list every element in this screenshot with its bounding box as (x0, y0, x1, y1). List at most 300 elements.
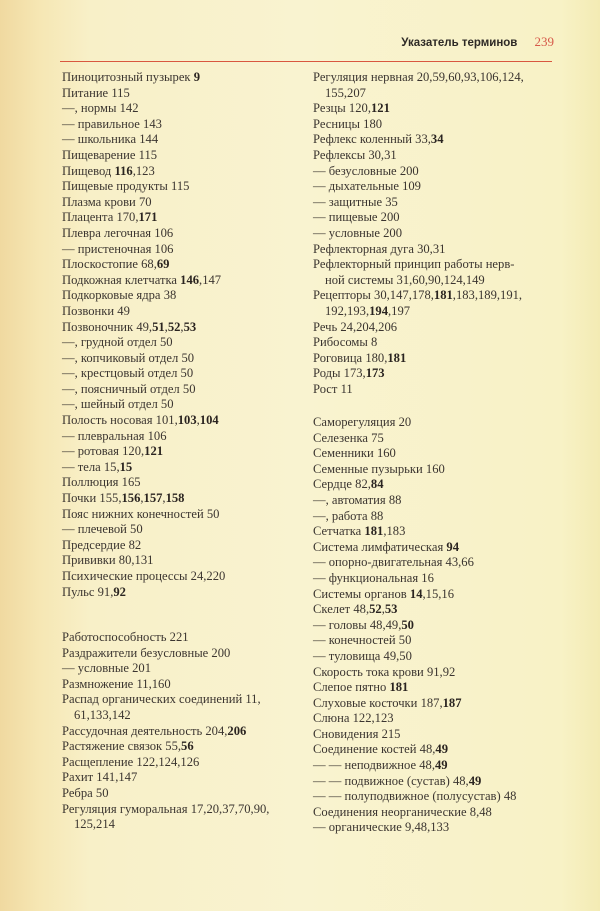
page-ref: 158 (165, 491, 185, 506)
index-entry: ной системы 31,60,90,124,149 (325, 272, 485, 287)
page-ref: 206 (227, 723, 247, 738)
page-ref: 34 (430, 132, 444, 147)
index-entry: Растяжение связок 55,56 (62, 739, 194, 754)
index-entry: Слюна 122,123 (313, 711, 394, 726)
entry-term: Семенники (313, 446, 374, 461)
page-ref: 142 (111, 707, 131, 722)
entry-term: — пищевые (313, 210, 378, 225)
index-entry: Речь 24,204,206 (313, 319, 398, 334)
page-ref: 124 (443, 272, 463, 287)
entry-term: —, нормы (62, 101, 117, 116)
entry-term: Пульс (62, 584, 95, 599)
entry-term: Рефлекторная дуга (313, 241, 414, 256)
entry-term: Скорость тока крови (313, 664, 424, 679)
index-entry (62, 304, 302, 320)
entry-term: Рефлекс коленный (313, 132, 413, 147)
page-ref: 106 (147, 428, 167, 443)
index-right-block-1 (313, 70, 553, 397)
page-ref: 147 (389, 288, 409, 303)
index-entry: — ротовая 120,121 (62, 444, 164, 459)
page-ref: 187 (420, 695, 440, 710)
page-ref: 181 (387, 350, 407, 365)
index-left-block-2 (62, 630, 302, 833)
entry-term: Плевра легочная (62, 225, 152, 240)
index-entry (313, 117, 553, 133)
index-entry: Психические процессы 24,220 (62, 569, 226, 583)
page-ref: 84 (370, 477, 384, 492)
index-entry: Скорость тока крови 91,92 (313, 664, 456, 679)
page-ref: 147 (118, 770, 138, 785)
page-ref: 48 (353, 602, 366, 617)
page-ref: 70 (237, 801, 251, 816)
page-ref: 35 (385, 194, 398, 209)
header-title: Указатель терминов (401, 37, 518, 49)
page-ref: 31 (384, 147, 397, 162)
page-ref: 80 (118, 553, 132, 568)
entry-term: Пояс нижних конечностей (62, 506, 204, 521)
entry-term: Система лимфатическая (313, 539, 444, 554)
page-ref: 171 (138, 210, 158, 225)
index-entry: Регуляция гуморальная 17,20,37,70,90, (62, 801, 270, 816)
index-entry: Соединения неорганические 8,48 (313, 804, 492, 819)
page-ref: 43 (445, 555, 459, 570)
page-ref: 49 (468, 773, 482, 788)
page-ref: 215 (381, 726, 401, 741)
page-ref: 33 (415, 132, 428, 147)
entry-term: —, копчиковый отдел (62, 350, 179, 365)
page-ref: 165 (121, 475, 141, 490)
index-entry: Резцы 120,121 (313, 101, 390, 116)
page-ref: 69 (156, 257, 170, 272)
entry-term: Регуляция гуморальная (62, 801, 188, 816)
page-ref: 180 (363, 116, 383, 131)
entry-term: — дыхательные (313, 179, 399, 194)
page-ref: 124 (158, 754, 178, 769)
entry-term: — — неподвижное (313, 758, 417, 773)
index-entry: Сетчатка 181,183 (313, 524, 406, 539)
index-entry (313, 540, 553, 556)
index-entry: 192,193,194,197 (325, 303, 411, 318)
index-entry (62, 786, 302, 802)
index-entry: Сердце 82,84 (313, 477, 384, 492)
entry-term: Раздражители безусловные (62, 645, 209, 660)
entry-term: Сновидения (313, 726, 379, 741)
page-ref: 126 (180, 754, 200, 769)
page-ref: 15 (119, 459, 133, 474)
index-entry: Соединение костей 48,49 (313, 742, 448, 757)
page-ref: 125 (74, 817, 93, 832)
running-header (401, 34, 554, 50)
page-ref: 20 (416, 70, 430, 84)
index-entry (62, 397, 302, 413)
page-ref: 149 (465, 272, 485, 287)
page-ref: 192 (325, 303, 344, 318)
index-entry: Рефлекс коленный 33,34 (313, 132, 444, 147)
index-entry: Регуляция нервная 20,59,60,93,106,124, (313, 70, 524, 84)
entry-term: Регуляция нервная (313, 70, 414, 84)
entry-term: Пиноцитозный пузырек (62, 70, 191, 84)
header-rule (60, 61, 552, 62)
entry-term: Речь (313, 319, 338, 334)
index-entry (62, 692, 302, 708)
page-ref: 60 (448, 70, 461, 84)
page-ref: 221 (169, 630, 189, 644)
page-ref: 59 (432, 70, 446, 84)
index-entry (62, 382, 302, 398)
entry-term: Почки (62, 491, 97, 506)
page-ref: 120 (348, 101, 368, 116)
index-entry (313, 789, 553, 805)
page-ref: 38 (163, 288, 177, 303)
page-ref: 50 (130, 522, 143, 537)
page-ref: 115 (138, 147, 158, 162)
entry-term: Сетчатка (313, 524, 362, 539)
page-ref: 31 (432, 241, 446, 256)
entry-term: Роды (313, 366, 341, 381)
page-ref: 48 (419, 758, 432, 773)
entry-term: Сердце (313, 477, 353, 492)
page-ref: 49 (136, 319, 149, 334)
trailing-comma: , (266, 801, 270, 816)
entry-term: — органические (313, 820, 402, 835)
entry-term: Пищевод (62, 163, 112, 178)
page-ref: 106 (154, 225, 174, 240)
index-entry (62, 117, 302, 133)
page-ref: 142 (119, 101, 139, 116)
entry-term: ной системы (325, 272, 394, 287)
index-entry (313, 571, 553, 587)
page-ref: 50 (160, 397, 174, 412)
page-ref: 37 (222, 801, 235, 816)
index-entry (62, 132, 302, 148)
entry-term: — конечностей (313, 633, 396, 648)
entry-term: — условные (313, 225, 380, 240)
page-ref: 147 (202, 272, 222, 287)
index-entry: Роды 173,173 (313, 366, 385, 381)
entry-term: —, крестцовый отдел (62, 366, 178, 381)
index-entry (313, 195, 553, 211)
entry-term: Плазма крови (62, 194, 136, 209)
page-ref: 120 (122, 444, 142, 459)
page-ref: 70 (138, 194, 152, 209)
index-entry (313, 257, 553, 273)
page-ref: 53 (384, 602, 398, 617)
page-ref: 15 (425, 586, 439, 601)
index-entry (62, 351, 302, 367)
entry-term: Психические процессы (62, 569, 188, 583)
page-ref: 50 (398, 633, 412, 648)
page-ref: 122 (136, 754, 156, 769)
entry-term: Ресницы (313, 116, 361, 131)
entry-term: Позвоночник (62, 319, 134, 334)
index-entry (313, 226, 553, 242)
page-ref: 157 (143, 491, 163, 506)
entry-term: — безусловные (313, 163, 397, 178)
page-ref: 20 (398, 415, 412, 429)
index-entry (62, 101, 302, 117)
index-entry (313, 446, 553, 462)
index-entry (313, 680, 553, 696)
page-ref: 82 (128, 537, 142, 552)
page-ref: 55 (165, 739, 178, 754)
page-ref: 50 (95, 785, 109, 800)
index-entry (313, 493, 553, 509)
entry-term: Поллюция (62, 475, 119, 490)
page-ref: 160 (151, 676, 171, 691)
index-entry (62, 429, 302, 445)
page-ref: 173 (365, 366, 385, 381)
page-ref: 16 (421, 570, 434, 585)
page-ref: 181 (433, 288, 453, 303)
page-ref: 16 (441, 586, 454, 601)
index-entry: Рефлексы 30,31 (313, 147, 397, 162)
page-ref: 206 (378, 319, 398, 334)
page-ref: 146 (180, 272, 200, 287)
index-entry: Роговица 180,181 (313, 350, 407, 365)
entry-term: Распад органических соединений (62, 692, 243, 707)
page-ref: 106 (479, 70, 499, 84)
entry-term: — тела (62, 459, 101, 474)
index-entry (313, 633, 553, 649)
page-ref: 189 (477, 288, 497, 303)
entry-term: Рибосомы (313, 335, 368, 350)
index-entry: Позвоночник 49,51,52,53 (62, 319, 197, 334)
page-ref: 173 (343, 366, 363, 381)
entry-term: Соединение костей (313, 742, 417, 757)
page-ref: 156 (121, 491, 141, 506)
index-entry: Подкожная клетчатка 146,147 (62, 272, 222, 287)
index-left-block-1 (62, 70, 302, 600)
index-entry: 61,133,142 (74, 707, 131, 722)
page-ref: 121 (370, 101, 390, 116)
page-ref: 51 (152, 319, 165, 334)
page-ref: 48 (419, 742, 433, 757)
page-ref: 115 (171, 179, 190, 194)
page-ref: 50 (401, 617, 414, 632)
entry-term: Семенные пузырьки (313, 461, 423, 476)
page-ref: 220 (206, 569, 226, 583)
index-entry (313, 509, 553, 525)
index-entry (62, 288, 302, 304)
page-ref: 68 (141, 257, 154, 272)
page-ref: 92 (113, 584, 126, 599)
entry-term: — — полуподвижное (полусустав) (313, 789, 501, 804)
entry-term: Плоскостопие (62, 257, 138, 272)
index-entry (62, 242, 302, 258)
page-ref: 109 (402, 179, 421, 194)
index-entry: — головы 48,49,50 (313, 617, 414, 632)
page-ref: 49 (385, 617, 399, 632)
entry-term: — головы (313, 617, 367, 632)
index-entry: Прививки 80,131 (62, 553, 154, 568)
entry-term: Плацента (62, 210, 114, 225)
page-ref: 123 (135, 163, 155, 178)
page-ref: 88 (370, 508, 384, 523)
entry-term: — школьника (62, 132, 137, 147)
entry-term: Рассудочная деятельность (62, 723, 203, 738)
page-ref: 53 (183, 319, 197, 334)
page-ref: 49 (383, 648, 397, 663)
index-entry: Пищевод 116,123 (62, 163, 155, 178)
page-ref: 50 (159, 335, 173, 350)
index-entry: Расщепление 122,124,126 (62, 754, 200, 769)
page-ref: 160 (376, 446, 396, 461)
page-ref: 48 (452, 773, 466, 788)
index-entry: Полость носовая 101,103,104 (62, 413, 219, 428)
index-entry (313, 431, 553, 447)
page-ref: 144 (139, 132, 159, 147)
page-ref: 8 (371, 335, 378, 350)
entry-term: Позвонки (62, 303, 115, 318)
entry-term: — плечевой (62, 522, 127, 537)
entry-term: Слюна (313, 711, 350, 726)
page-ref: 123 (374, 711, 394, 726)
page-ref: 48 (503, 789, 517, 804)
entry-term: — защитные (313, 194, 383, 209)
page-ref: 52 (369, 602, 382, 617)
index-right-block-2 (313, 415, 553, 836)
index-entry (62, 179, 302, 195)
entry-term: Рефлекторный принцип работы нерв- (313, 257, 515, 272)
page-ref: 30 (417, 241, 430, 256)
page-ref: 20 (206, 801, 220, 816)
page-ref: 24 (190, 569, 204, 583)
index-entry: Размножение 11,160 (62, 676, 171, 691)
trailing-comma: , (518, 288, 523, 303)
page-ref: 82 (355, 477, 368, 492)
page-ref: 90 (253, 801, 267, 816)
index-entry (62, 195, 302, 211)
page-ref: 155 (325, 85, 344, 100)
page-ref: 131 (134, 553, 154, 568)
page-ref: 91 (97, 584, 111, 599)
page-ref: 50 (182, 381, 196, 396)
page-ref: 94 (446, 539, 459, 554)
trailing-comma: , (257, 692, 261, 707)
page-ref: 207 (347, 85, 366, 100)
entry-term: Слепое пятно (313, 680, 387, 695)
index-entry (313, 210, 553, 226)
entry-term: Пищеварение (62, 147, 136, 162)
index-entry: — органические 9,48,133 (313, 820, 450, 835)
entry-term: Роговица (313, 350, 363, 365)
page-ref: 91 (426, 664, 440, 679)
index-entry: Рефлекторная дуга 30,31 (313, 241, 446, 256)
index-entry (62, 86, 302, 102)
page-ref: 17 (190, 801, 204, 816)
page-ref: 122 (352, 711, 372, 726)
index-entry: Пульс 91,92 (62, 584, 126, 599)
page-ref: 204 (205, 723, 225, 738)
index-entry (62, 538, 302, 554)
entry-term: Рост (313, 381, 338, 396)
page-ref: 104 (199, 413, 219, 428)
page-ref: 106 (154, 241, 174, 256)
index-entry: — тела 15,15 (62, 459, 133, 474)
index-entry: Скелет 48,52,53 (313, 602, 398, 617)
index-entry: 125,214 (74, 817, 115, 832)
page-ref: 50 (206, 506, 220, 521)
index-entry (62, 646, 302, 662)
entry-term: Рахит (62, 770, 94, 785)
page-ref: 52 (167, 319, 181, 334)
index-entry: Плацента 170,171 (62, 210, 158, 225)
page-ref: 50 (399, 648, 412, 663)
page-ref: 191 (500, 288, 519, 303)
entry-term: — функциональная (313, 570, 419, 585)
page-ref: 50 (180, 366, 194, 381)
index-entry: Рассудочная деятельность 204,206 (62, 723, 247, 738)
page-ref: 11 (340, 381, 353, 396)
page-ref: 160 (425, 461, 445, 476)
page-ref: 124 (501, 70, 521, 84)
page-ref: 170 (116, 210, 136, 225)
index-entry (62, 507, 302, 523)
entry-term: Рецепторы (313, 288, 371, 303)
page-ref: 31 (396, 272, 410, 287)
index-entry (313, 727, 553, 743)
trailing-comma: , (520, 70, 524, 84)
entry-term: Питание (62, 85, 109, 100)
page-ref: 101 (155, 413, 175, 428)
page-ref: 48 (414, 820, 428, 835)
page-ref: 93 (463, 70, 477, 84)
entry-term: Расщепление (62, 754, 134, 769)
index-entry: Рахит 141,147 (62, 770, 138, 785)
entry-term: Полость носовая (62, 413, 153, 428)
page-ref: 88 (388, 492, 402, 507)
page-ref: 143 (143, 116, 162, 131)
entry-term: —, грудной отдел (62, 335, 157, 350)
entry-term: Саморегуляция (313, 415, 396, 429)
page-ref: 115 (111, 85, 130, 100)
page-ref: 92 (442, 664, 456, 679)
page-ref: 155 (99, 491, 119, 506)
entry-term: — пристеночная (62, 241, 152, 256)
page-ref: 197 (391, 303, 411, 318)
index-entry: Плоскостопие 68,69 (62, 257, 170, 272)
page-ref: 200 (383, 225, 402, 240)
page-ref: 141 (96, 770, 116, 785)
page-ref: 180 (365, 350, 385, 365)
page-ref: 204 (356, 319, 375, 334)
page-ref: 24 (340, 319, 353, 334)
page-ref: 61 (74, 707, 87, 722)
page-ref: 9 (193, 70, 200, 84)
index-entry (313, 382, 553, 398)
page-ref: 200 (211, 645, 231, 660)
entry-term: — условные (62, 661, 129, 676)
entry-term: — ротовая (62, 444, 119, 459)
page-ref: 49 (434, 758, 448, 773)
entry-term: Пищевые продукты (62, 179, 168, 194)
entry-term: —, работа (313, 508, 368, 523)
index-entry: — — неподвижное 48,49 (313, 758, 448, 773)
entry-term: Предсердие (62, 537, 126, 552)
page-ref: 193 (347, 303, 366, 318)
page-ref: 75 (371, 430, 384, 445)
index-entry: 155,207 (325, 85, 366, 100)
index-entry: Системы органов 14,15,16 (313, 586, 454, 601)
page-ref: 49 (117, 303, 130, 318)
page-ref: 183 (455, 288, 475, 303)
index-entry (62, 70, 302, 86)
index-entry (313, 415, 553, 431)
page-ref: 103 (177, 413, 197, 428)
entry-term: Селезенка (313, 430, 368, 445)
page-ref: 66 (461, 555, 474, 570)
page-ref: 187 (442, 695, 462, 710)
